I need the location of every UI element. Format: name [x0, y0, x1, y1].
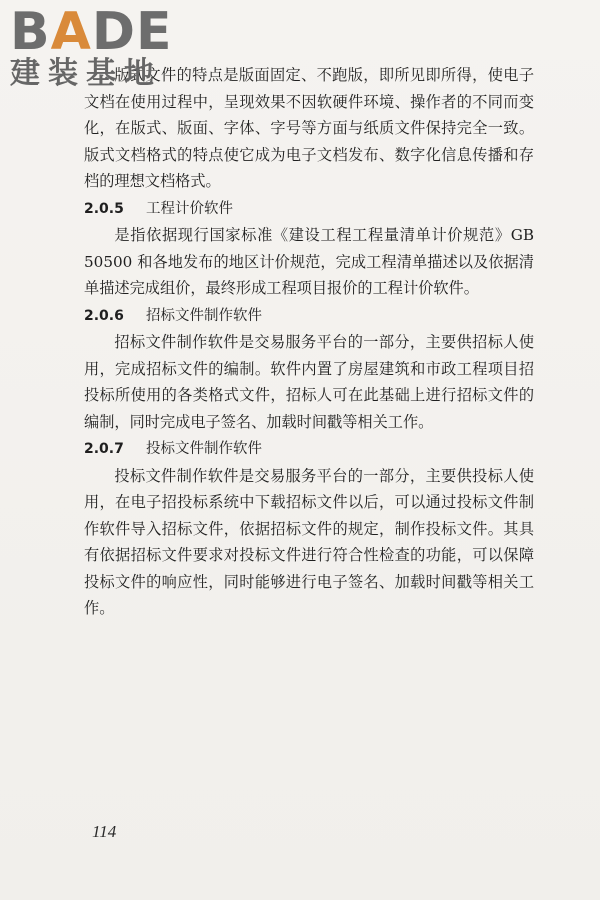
heading-number: 2.0.7 [84, 441, 124, 457]
heading-title: 投标文件制作软件 [146, 441, 262, 457]
logo-brand-suffix: DE [91, 2, 173, 62]
heading-2-0-7 [84, 435, 534, 463]
paragraph-tender-software: 招标文件制作软件是交易服务平台的一部分，主要供招标人使用，完成招标文件的编制。软件内置了房屋建筑和市政工程项目招投标所使用的各类格式文件，招标人可在此基础上进行招标文件的编制，同时完成电子签名、加载时间戳等相关工作。 [84, 333, 534, 431]
page-number: 114 [92, 822, 117, 841]
heading-number: 2.0.5 [84, 200, 124, 217]
paragraph-bid-software: 投标文件制作软件是交易服务平台的一部分，主要供投标人使用，在电子招投标系统中下载招标文件以后，可以通过投标文件制作软件导入招标文件，依据招标文件的规定，制作投标文件。其具有依据招标文件要求对投标文件进行符合性检查的功能，可以保障投标文件的响应性，同时能够进行电子签名、加载时间戳等相关工作。 [84, 466, 534, 617]
paragraph-pricing-software: 是指依据现行国家标准《建设工程工程量清单计价规范》GB 50500 和各地发布的地区计价规范，完成工程清单描述以及依据清单描述完成组价，最终形成工程项目报价的工程计价软件。 [84, 226, 534, 297]
logo-brand-accent: A [50, 2, 92, 62]
logo-brand-prefix: B [10, 2, 51, 62]
logo-brand-text [10, 2, 173, 62]
watermark-logo [4, 2, 184, 94]
paragraph-format-file: 版式文件的特点是版面固定、不跑版，即所见即所得，使电子文档在使用过程中，呈现效果不因软硬件环境、操作者的不同而变化，在版式、版面、字体、字号等方面与纸质文件保持完全一致。版式文档格式的特点使它成为电子文档发布、数字化信息传播和存档的理想文档格式。 [84, 66, 534, 190]
heading-2-0-5 [84, 195, 534, 223]
heading-number: 2.0.6 [84, 307, 124, 324]
heading-2-0-6 [84, 302, 534, 330]
heading-title: 工程计价软件 [146, 200, 233, 217]
heading-title: 招标文件制作软件 [146, 307, 262, 324]
document-body [84, 62, 534, 622]
logo-subtitle: 建装基地 [10, 56, 162, 91]
